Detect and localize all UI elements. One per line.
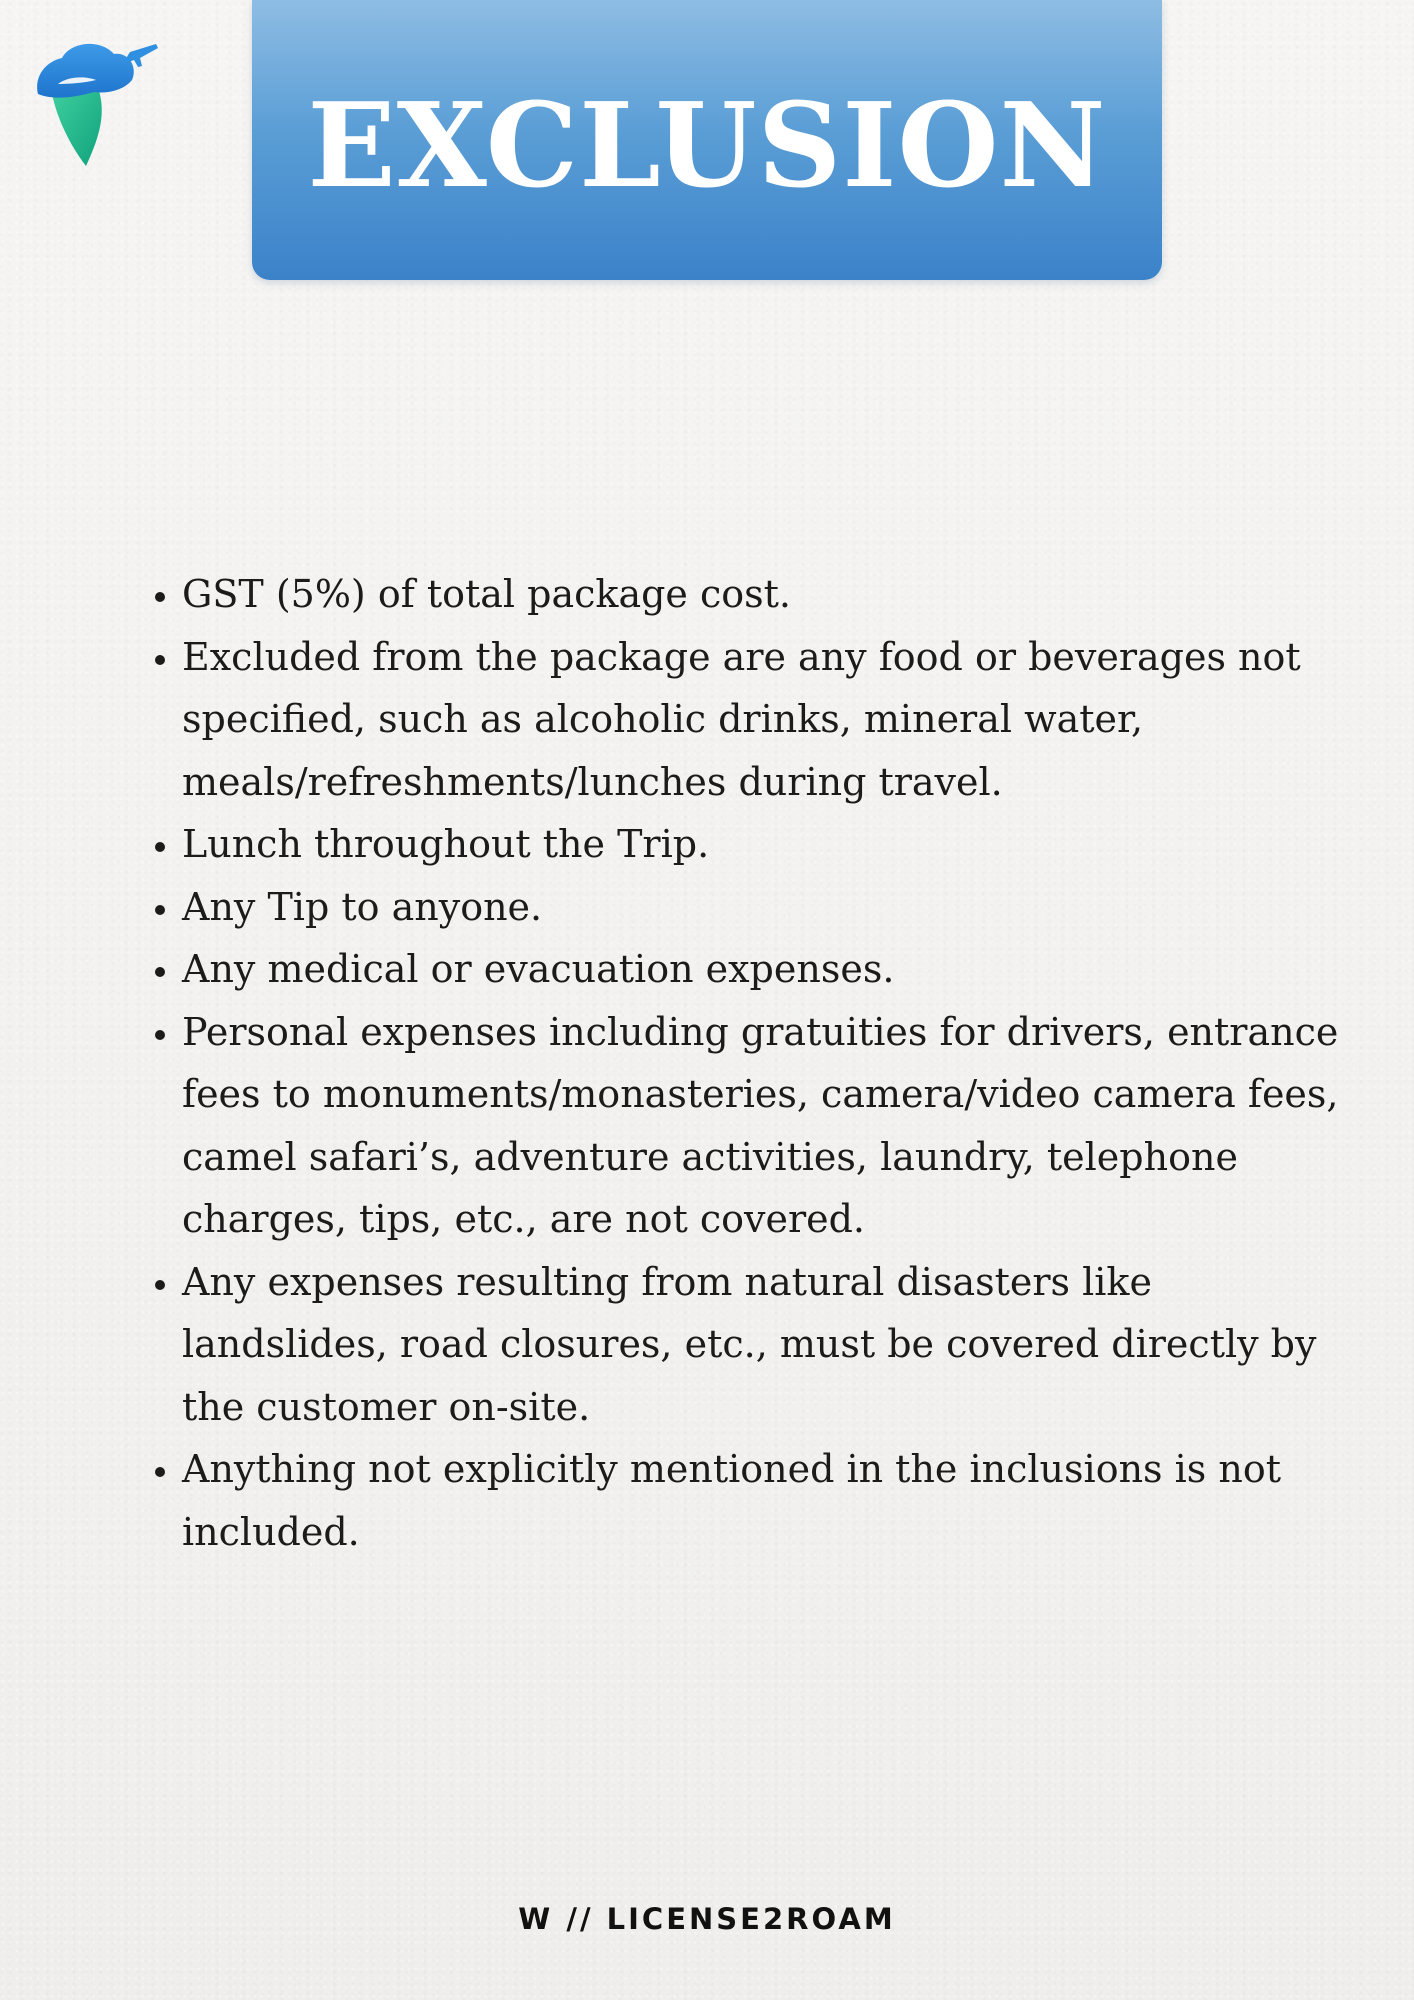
exclusion-item: • Anything not explicitly mentioned in the inclusions is not included. bbox=[182, 1438, 1342, 1563]
exclusion-item: • Any medical or evacuation expenses. bbox=[182, 938, 1342, 1001]
exclusion-item: • Excluded from the package are any food or beverages not specified, such as alcoholic drinks, mineral water, meals/refreshments/lunches during travel. bbox=[182, 626, 1342, 814]
exclusion-item: • GST (5%) of total package cost. bbox=[182, 563, 1342, 626]
page-title: EXCLUSION bbox=[307, 78, 1107, 214]
exclusions-list bbox=[140, 563, 1342, 1563]
exclusion-item: • Lunch throughout the Trip. bbox=[182, 813, 1342, 876]
title-banner bbox=[252, 0, 1162, 280]
exclusion-item: • Any Tip to anyone. bbox=[182, 876, 1342, 939]
travel-pin-plane-logo-icon bbox=[34, 36, 160, 170]
footer-brand-text: W // LICENSE2ROAM bbox=[518, 1902, 896, 1936]
exclusion-item: • Any expenses resulting from natural disasters like landslides, road closures, etc., must be covered directly by the customer on-site. bbox=[182, 1251, 1342, 1439]
brand-logo bbox=[34, 36, 160, 170]
exclusion-item: • Personal expenses including gratuities for drivers, entrance fees to monuments/monasteries, camera/video camera fees, camel safari’s, adventure activities, laundry, telephone charges, tips, etc., are not covered. bbox=[182, 1001, 1342, 1251]
